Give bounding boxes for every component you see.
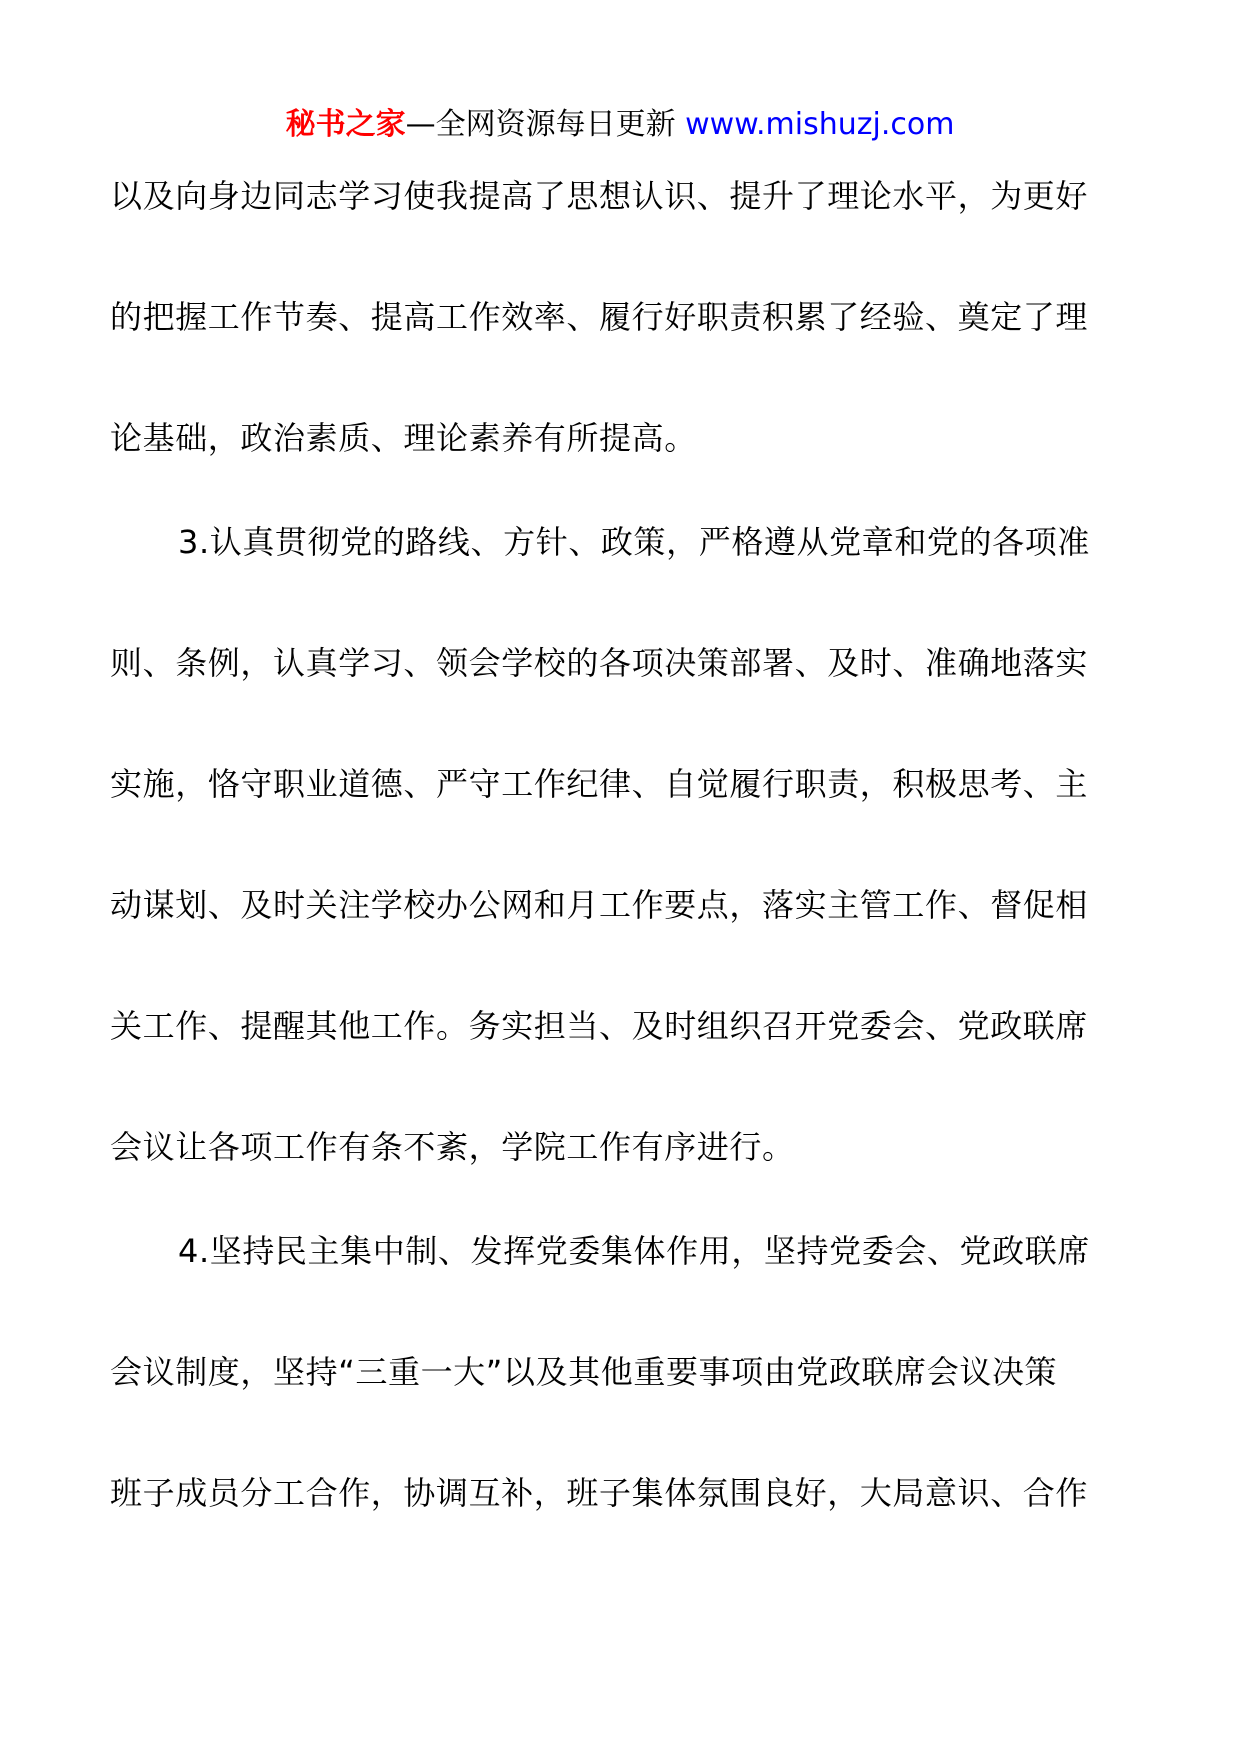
paragraph-line: 关工作、提醒其他工作。务实担当、及时组织召开党委会、党政联席 — [110, 1007, 1089, 1045]
paragraph-line: 则、条例，认真学习、领会学校的各项决策部署、及时、准确地落实 — [110, 644, 1089, 682]
paragraph-line: 的把握工作节奏、提高工作效率、履行好职责积累了经验、奠定了理 — [110, 298, 1089, 336]
paragraph-line: 动谋划、及时关注学校办公网和月工作要点，落实主管工作、督促相 — [110, 886, 1089, 924]
paragraph-line: 实施，恪守职业道德、严守工作纪律、自觉履行职责，积极思考、主 — [110, 765, 1089, 803]
header-slogan: —全网资源每日更新 — [405, 107, 676, 142]
site-url-link[interactable]: www.mishuzj.com — [685, 107, 955, 142]
paragraph-line: 论基础，政治素质、理论素养有所提高。 — [110, 419, 697, 457]
paragraph-line: 会议让各项工作有条不紊，学院工作有序进行。 — [110, 1128, 795, 1166]
paragraph-line: 4.坚持民主集中制、发挥党委集体作用，坚持党委会、党政联席 — [178, 1232, 1090, 1270]
paragraph-line: 3.认真贯彻党的路线、方针、政策，严格遵从党章和党的各项准 — [178, 523, 1090, 561]
paragraph-line: 以及向身边同志学习使我提高了思想认识、提升了理论水平，为更好 — [110, 177, 1089, 215]
site-header — [0, 98, 1240, 152]
brand-name: 秘书之家 — [285, 107, 406, 142]
paragraph-line: 会议制度，坚持“三重一大”以及其他重要事项由党政联席会议决策 — [110, 1353, 1058, 1391]
paragraph-line: 班子成员分工合作，协调互补，班子集体氛围良好，大局意识、合作 — [110, 1474, 1089, 1512]
